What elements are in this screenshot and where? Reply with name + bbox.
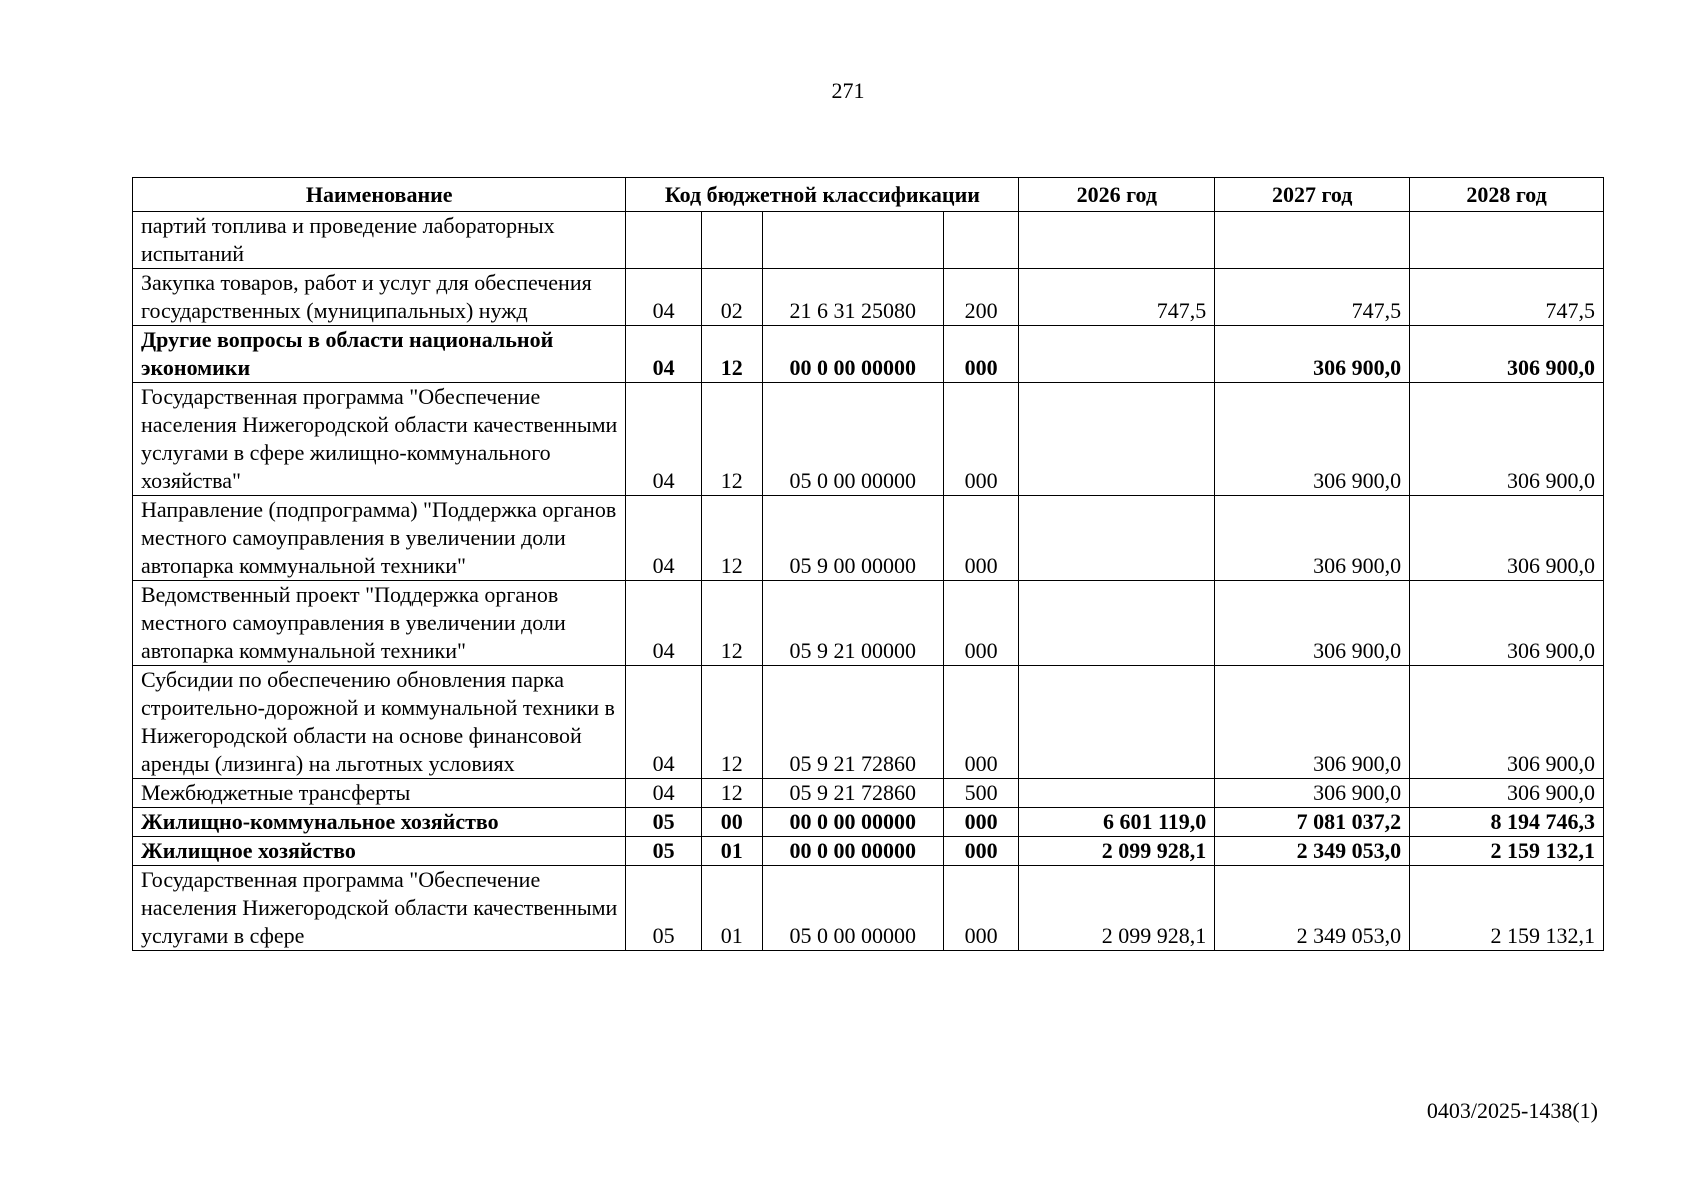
cell-subsection: 12 [701,496,762,581]
cell-section: 05 [626,866,701,951]
cell-2028: 306 900,0 [1410,779,1604,808]
cell-section: 04 [626,383,701,496]
cell-section: 05 [626,837,701,866]
cell-2027: 306 900,0 [1215,779,1410,808]
table-row [133,666,1604,779]
cell-2026 [1019,212,1215,269]
cell-target-article: 00 0 00 00000 [762,808,943,837]
cell-2026: 2 099 928,1 [1019,866,1215,951]
cell-section: 04 [626,666,701,779]
cell-2026: 2 099 928,1 [1019,837,1215,866]
table-row [133,383,1604,496]
cell-section: 04 [626,581,701,666]
table-row [133,866,1604,951]
cell-2026: 747,5 [1019,269,1215,326]
cell-2028 [1410,212,1604,269]
header-2028: 2028 год [1410,178,1604,212]
budget-table [132,177,1604,951]
cell-section: 04 [626,496,701,581]
cell-section: 05 [626,808,701,837]
header-name: Наименование [133,178,626,212]
cell-2028: 2 159 132,1 [1410,866,1604,951]
cell-target-article: 05 9 00 00000 [762,496,943,581]
cell-expense-type: 200 [943,269,1018,326]
table-header-row [133,178,1604,212]
cell-subsection: 12 [701,326,762,383]
cell-2026 [1019,779,1215,808]
cell-2028: 2 159 132,1 [1410,837,1604,866]
cell-name: Государственная программа "Обеспечение населения Нижегородской области качественными услугами в сфере жилищно-коммунального хозяйства" [133,383,626,496]
cell-section: 04 [626,269,701,326]
cell-expense-type [943,212,1018,269]
cell-subsection: 12 [701,666,762,779]
cell-name: Направление (подпрограмма) "Поддержка органов местного самоуправления в увеличении доли автопарка коммунальной техники" [133,496,626,581]
cell-name: Закупка товаров, работ и услуг для обеспечения государственных (муниципальных) нужд [133,269,626,326]
cell-2027 [1215,212,1410,269]
cell-2026 [1019,666,1215,779]
cell-target-article: 00 0 00 00000 [762,837,943,866]
cell-section: 04 [626,326,701,383]
cell-2026 [1019,496,1215,581]
cell-2027: 7 081 037,2 [1215,808,1410,837]
cell-2027: 306 900,0 [1215,496,1410,581]
cell-expense-type: 000 [943,383,1018,496]
cell-subsection: 01 [701,837,762,866]
cell-expense-type: 000 [943,581,1018,666]
header-2026: 2026 год [1019,178,1215,212]
cell-2028: 8 194 746,3 [1410,808,1604,837]
table-row [133,496,1604,581]
cell-name: Межбюджетные трансферты [133,779,626,808]
table-row [133,581,1604,666]
header-2027: 2027 год [1215,178,1410,212]
cell-name: Субсидии по обеспечению обновления парка строительно-дорожной и коммунальной техники в Нижегородской области на основе финансовой аренды (лизинга) на льготных условиях [133,666,626,779]
cell-2028: 306 900,0 [1410,666,1604,779]
cell-target-article: 21 6 31 25080 [762,269,943,326]
cell-subsection [701,212,762,269]
cell-name: Другие вопросы в области национальной экономики [133,326,626,383]
cell-2028: 306 900,0 [1410,581,1604,666]
cell-target-article: 05 0 00 00000 [762,866,943,951]
cell-2028: 306 900,0 [1410,496,1604,581]
cell-2026 [1019,581,1215,666]
header-code: Код бюджетной классификации [626,178,1019,212]
cell-expense-type: 000 [943,666,1018,779]
cell-2027: 2 349 053,0 [1215,866,1410,951]
table-body [133,212,1604,951]
cell-subsection: 12 [701,779,762,808]
cell-target-article: 05 0 00 00000 [762,383,943,496]
cell-subsection: 02 [701,269,762,326]
cell-section [626,212,701,269]
cell-2027: 747,5 [1215,269,1410,326]
cell-2027: 306 900,0 [1215,581,1410,666]
cell-target-article: 00 0 00 00000 [762,326,943,383]
cell-section: 04 [626,779,701,808]
document-code: 0403/2025-1438(1) [1426,1098,1598,1123]
cell-2027: 2 349 053,0 [1215,837,1410,866]
cell-expense-type: 000 [943,326,1018,383]
cell-subsection: 12 [701,383,762,496]
table-row [133,326,1604,383]
cell-subsection: 01 [701,866,762,951]
cell-2026 [1019,383,1215,496]
cell-2028: 747,5 [1410,269,1604,326]
cell-expense-type: 500 [943,779,1018,808]
cell-target-article: 05 9 21 72860 [762,666,943,779]
page-number: 271 [831,78,865,103]
cell-2028: 306 900,0 [1410,383,1604,496]
cell-2027: 306 900,0 [1215,383,1410,496]
cell-name: Жилищно-коммунальное хозяйство [133,808,626,837]
cell-target-article [762,212,943,269]
cell-2027: 306 900,0 [1215,326,1410,383]
table-row [133,212,1604,269]
table-row [133,837,1604,866]
cell-target-article: 05 9 21 00000 [762,581,943,666]
cell-name: Ведомственный проект "Поддержка органов местного самоуправления в увеличении доли автопарка коммунальной техники" [133,581,626,666]
cell-2027: 306 900,0 [1215,666,1410,779]
cell-target-article: 05 9 21 72860 [762,779,943,808]
cell-name: Жилищное хозяйство [133,837,626,866]
cell-expense-type: 000 [943,866,1018,951]
table-row [133,779,1604,808]
cell-name: партий топлива и проведение лабораторных испытаний [133,212,626,269]
table-row [133,269,1604,326]
cell-expense-type: 000 [943,837,1018,866]
cell-subsection: 00 [701,808,762,837]
cell-expense-type: 000 [943,808,1018,837]
cell-expense-type: 000 [943,496,1018,581]
cell-name: Государственная программа "Обеспечение населения Нижегородской области качественными услугами в сфере [133,866,626,951]
table-row [133,808,1604,837]
cell-subsection: 12 [701,581,762,666]
cell-2026 [1019,326,1215,383]
cell-2026: 6 601 119,0 [1019,808,1215,837]
cell-2028: 306 900,0 [1410,326,1604,383]
